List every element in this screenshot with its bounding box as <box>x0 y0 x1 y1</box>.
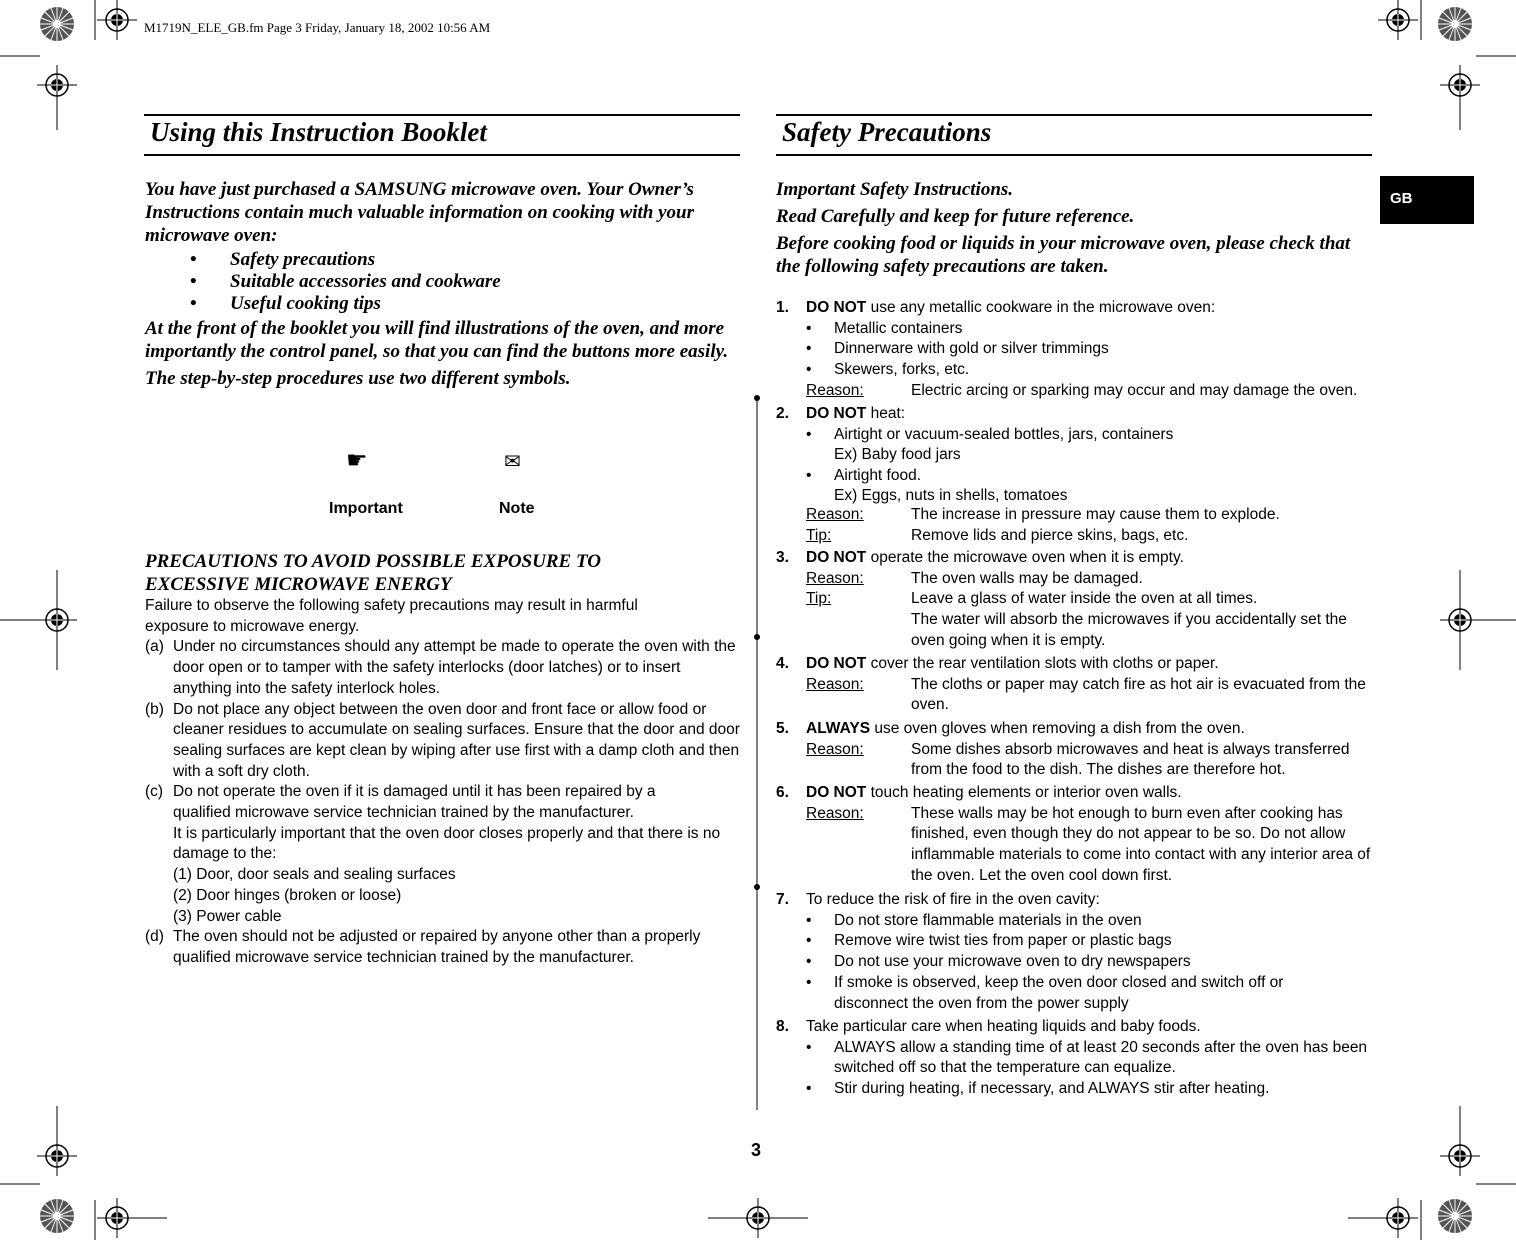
item-number: 2. <box>776 405 789 422</box>
item-example: Ex) Eggs, nuts in shells, tomatoes <box>834 486 1068 504</box>
left-intro <box>145 178 741 390</box>
item-text: To reduce the risk of fire in the oven cavity: <box>806 891 1100 908</box>
item-number: 7. <box>776 891 789 908</box>
tip-text: Remove lids and pierce skins, bags, etc. <box>911 526 1189 544</box>
item-bullet: • Stir during heating, if necessary, and ALWAYS stir after heating. <box>806 1079 1376 1100</box>
precaution-item-text: Do not operate the oven if it is damaged until it has been repaired by a qualified microwave service technician trained by the manufacturer. <box>173 783 656 822</box>
item-bullet: • Do not use your microwave oven to dry newspapers <box>806 952 1376 973</box>
note-icon: ✉ <box>504 449 521 473</box>
item-number: 4. <box>776 655 789 672</box>
item-number: 6. <box>776 784 789 801</box>
precaution-subitem: (3) Power cable <box>173 907 282 925</box>
page-number: 3 <box>751 1140 762 1160</box>
right-intro-2: Read Carefully and keep for future reference. <box>776 206 1135 227</box>
safety-item-6 <box>776 783 1376 887</box>
item-text: heat: <box>866 405 906 422</box>
precaution-item-text: The oven should not be adjusted or repaired by anyone other than a properly qualified microwave service technician trained by the manufacturer. <box>173 928 701 966</box>
item-keyword: DO NOT <box>806 405 867 422</box>
safety-item-1 <box>776 298 1376 402</box>
reason-label: Reason: <box>806 569 864 587</box>
item-number: 1. <box>776 299 789 316</box>
tip-label: Tip: <box>806 590 832 608</box>
reason-text: The increase in pressure may cause them to explode. <box>911 505 1280 523</box>
intro-bullets <box>190 249 741 315</box>
safety-item-3 <box>776 548 1376 652</box>
precautions-intro: Failure to observe the following safety precautions may result in harmful exposure to microwave energy. <box>145 597 638 635</box>
item-keyword: DO NOT <box>806 549 867 566</box>
intro-bullet: • Safety precautions <box>190 249 741 271</box>
precaution-item-label: (a) <box>145 638 164 656</box>
right-intro <box>776 178 1376 278</box>
item-tip <box>806 526 1376 547</box>
safety-item-2 <box>776 404 1376 546</box>
item-reason <box>806 675 1376 716</box>
safety-item-5 <box>776 719 1376 781</box>
left-title-rule-top <box>144 114 740 116</box>
intro-bullet: • Suitable accessories and cookware <box>190 271 741 293</box>
reason-text: The oven walls may be damaged. <box>911 569 1143 587</box>
item-bullet: • Skewers, forks, etc. <box>806 360 1376 381</box>
reason-label: Reason: <box>806 381 864 399</box>
right-title-rule-top <box>776 114 1372 116</box>
item-reason <box>806 505 1376 526</box>
item-keyword: DO NOT <box>806 655 867 672</box>
safety-item-8 <box>776 1017 1376 1100</box>
item-reason <box>806 804 1376 887</box>
right-intro-1: Important Safety Instructions. <box>776 179 1014 200</box>
reason-text: Electric arcing or sparking may occur and may damage the oven. <box>911 381 1358 399</box>
precaution-item-label: (b) <box>145 700 164 718</box>
item-reason <box>806 381 1376 402</box>
item-keyword: DO NOT <box>806 299 867 316</box>
reason-label: Reason: <box>806 740 864 758</box>
reason-label: Reason: <box>806 804 864 822</box>
important-label: Important <box>329 500 403 517</box>
tip-text-2: The water will absorb the microwaves if you accidentally set the oven going when it is empty. <box>911 611 1347 649</box>
item-keyword: DO NOT <box>806 784 867 801</box>
precaution-item <box>145 700 741 783</box>
item-bullet: • ALWAYS allow a standing time of at least 20 seconds after the oven has been switched off so that the temperature can equalize. <box>806 1038 1376 1079</box>
precaution-item <box>145 637 741 699</box>
intro-paragraph: You have just purchased a SAMSUNG microwave oven. Your Owner’s Instructions contain much valuable information on cooking with your microwave oven: <box>145 179 695 246</box>
precaution-item-label: (d) <box>145 928 164 946</box>
controls-paragraph: At the front of the booklet you will find illustrations of the oven, and more importantly the control panel, so that you can find the buttons more easily. <box>145 318 729 362</box>
item-example: Ex) Baby food jars <box>834 446 961 464</box>
safety-item-7 <box>776 890 1376 1014</box>
item-bullet: • Remove wire twist ties from paper or plastic bags <box>806 931 1376 952</box>
left-title-rule-bottom <box>144 154 740 156</box>
precautions-heading: PRECAUTIONS TO AVOID POSSIBLE EXPOSURE TO EXCESSIVE MICROWAVE ENERGY <box>145 551 601 595</box>
language-tab <box>1380 176 1474 224</box>
item-text: operate the microwave oven when it is empty. <box>866 549 1184 566</box>
item-reason <box>806 569 1376 590</box>
precaution-item-text-2: It is particularly important that the oven door closes properly and that there is no damage to the: <box>173 824 721 863</box>
important-icon: ☛ <box>346 446 368 474</box>
item-reason <box>806 740 1376 781</box>
reason-label: Reason: <box>806 675 864 693</box>
precaution-item <box>145 782 741 927</box>
item-text: Take particular care when heating liquids and baby foods. <box>806 1018 1201 1035</box>
symbols-paragraph: The step-by-step procedures use two different symbols. <box>145 368 571 389</box>
item-tip <box>806 589 1376 651</box>
item-number: 5. <box>776 720 789 737</box>
precautions-body <box>145 596 741 969</box>
item-text: touch heating elements or interior oven walls. <box>866 784 1182 801</box>
tip-label: Tip: <box>806 526 832 544</box>
item-keyword: ALWAYS <box>806 720 871 737</box>
left-section-title: Using this Instruction Booklet <box>150 117 487 147</box>
note-label: Note <box>499 500 535 517</box>
tip-text: Leave a glass of water inside the oven at all times. <box>911 590 1258 608</box>
item-number: 3. <box>776 549 789 566</box>
precaution-item-text: Under no circumstances should any attempt be made to operate the oven with the door open or to tamper with the safety interlocks (door latches) or to insert anything into the safety interlock holes. <box>173 638 736 697</box>
item-bullet: • Airtight food. <box>806 466 1376 487</box>
safety-item-4 <box>776 654 1376 716</box>
item-bullet: • Do not store flammable materials in the oven <box>806 911 1376 932</box>
intro-bullet: • Useful cooking tips <box>190 293 741 315</box>
item-text: cover the rear ventilation slots with cloths or paper. <box>866 655 1219 672</box>
reason-text: These walls may be hot enough to burn even after cooking has finished, even though they do not appear to be so. Do not allow inflammable materials to come into contact with any interior area of the oven. Let the oven cool down first. <box>911 804 1371 884</box>
precaution-subitem: (1) Door, door seals and sealing surfaces <box>173 866 456 884</box>
item-text: use oven gloves when removing a dish from the oven. <box>870 720 1245 737</box>
item-bullet: • If smoke is observed, keep the oven door closed and switch off or disconnect the oven from the power supply <box>806 973 1314 1014</box>
reason-text: The cloths or paper may catch fire as hot air is evacuated from the oven. <box>911 675 1366 714</box>
right-title-rule-bottom <box>776 154 1372 156</box>
precaution-item <box>145 927 741 968</box>
precaution-item-text: Do not place any object between the oven door and front face or allow food or cleaner residues to accumulate on sealing surfaces. Ensure that the door and door sealing surfaces are kept clean by wiping after use first with a damp cloth and then with a soft dry cloth. <box>173 700 740 780</box>
reason-text: Some dishes absorb microwaves and heat is always transferred from the food to the dish. The dishes are therefore hot. <box>911 740 1350 779</box>
file-header: M1719N_ELE_GB.fm Page 3 Friday, January 18, 2002 10:56 AM <box>144 20 491 35</box>
item-bullet: • Airtight or vacuum-sealed bottles, jars, containers <box>806 425 1376 446</box>
precaution-subitem: (2) Door hinges (broken or loose) <box>173 886 402 904</box>
right-section-title: Safety Precautions <box>782 117 992 147</box>
item-text: use any metallic cookware in the microwave oven: <box>866 299 1216 316</box>
right-intro-3: Before cooking food or liquids in your microwave oven, please check that the following safety precautions are taken. <box>776 233 1351 277</box>
reason-label: Reason: <box>806 505 864 523</box>
precaution-item-label: (c) <box>145 783 164 801</box>
item-bullet: • Metallic containers <box>806 319 1376 340</box>
item-number: 8. <box>776 1018 789 1035</box>
language-tab-label: GB <box>1390 190 1413 207</box>
item-bullet: • Dinnerware with gold or silver trimmings <box>806 339 1376 360</box>
